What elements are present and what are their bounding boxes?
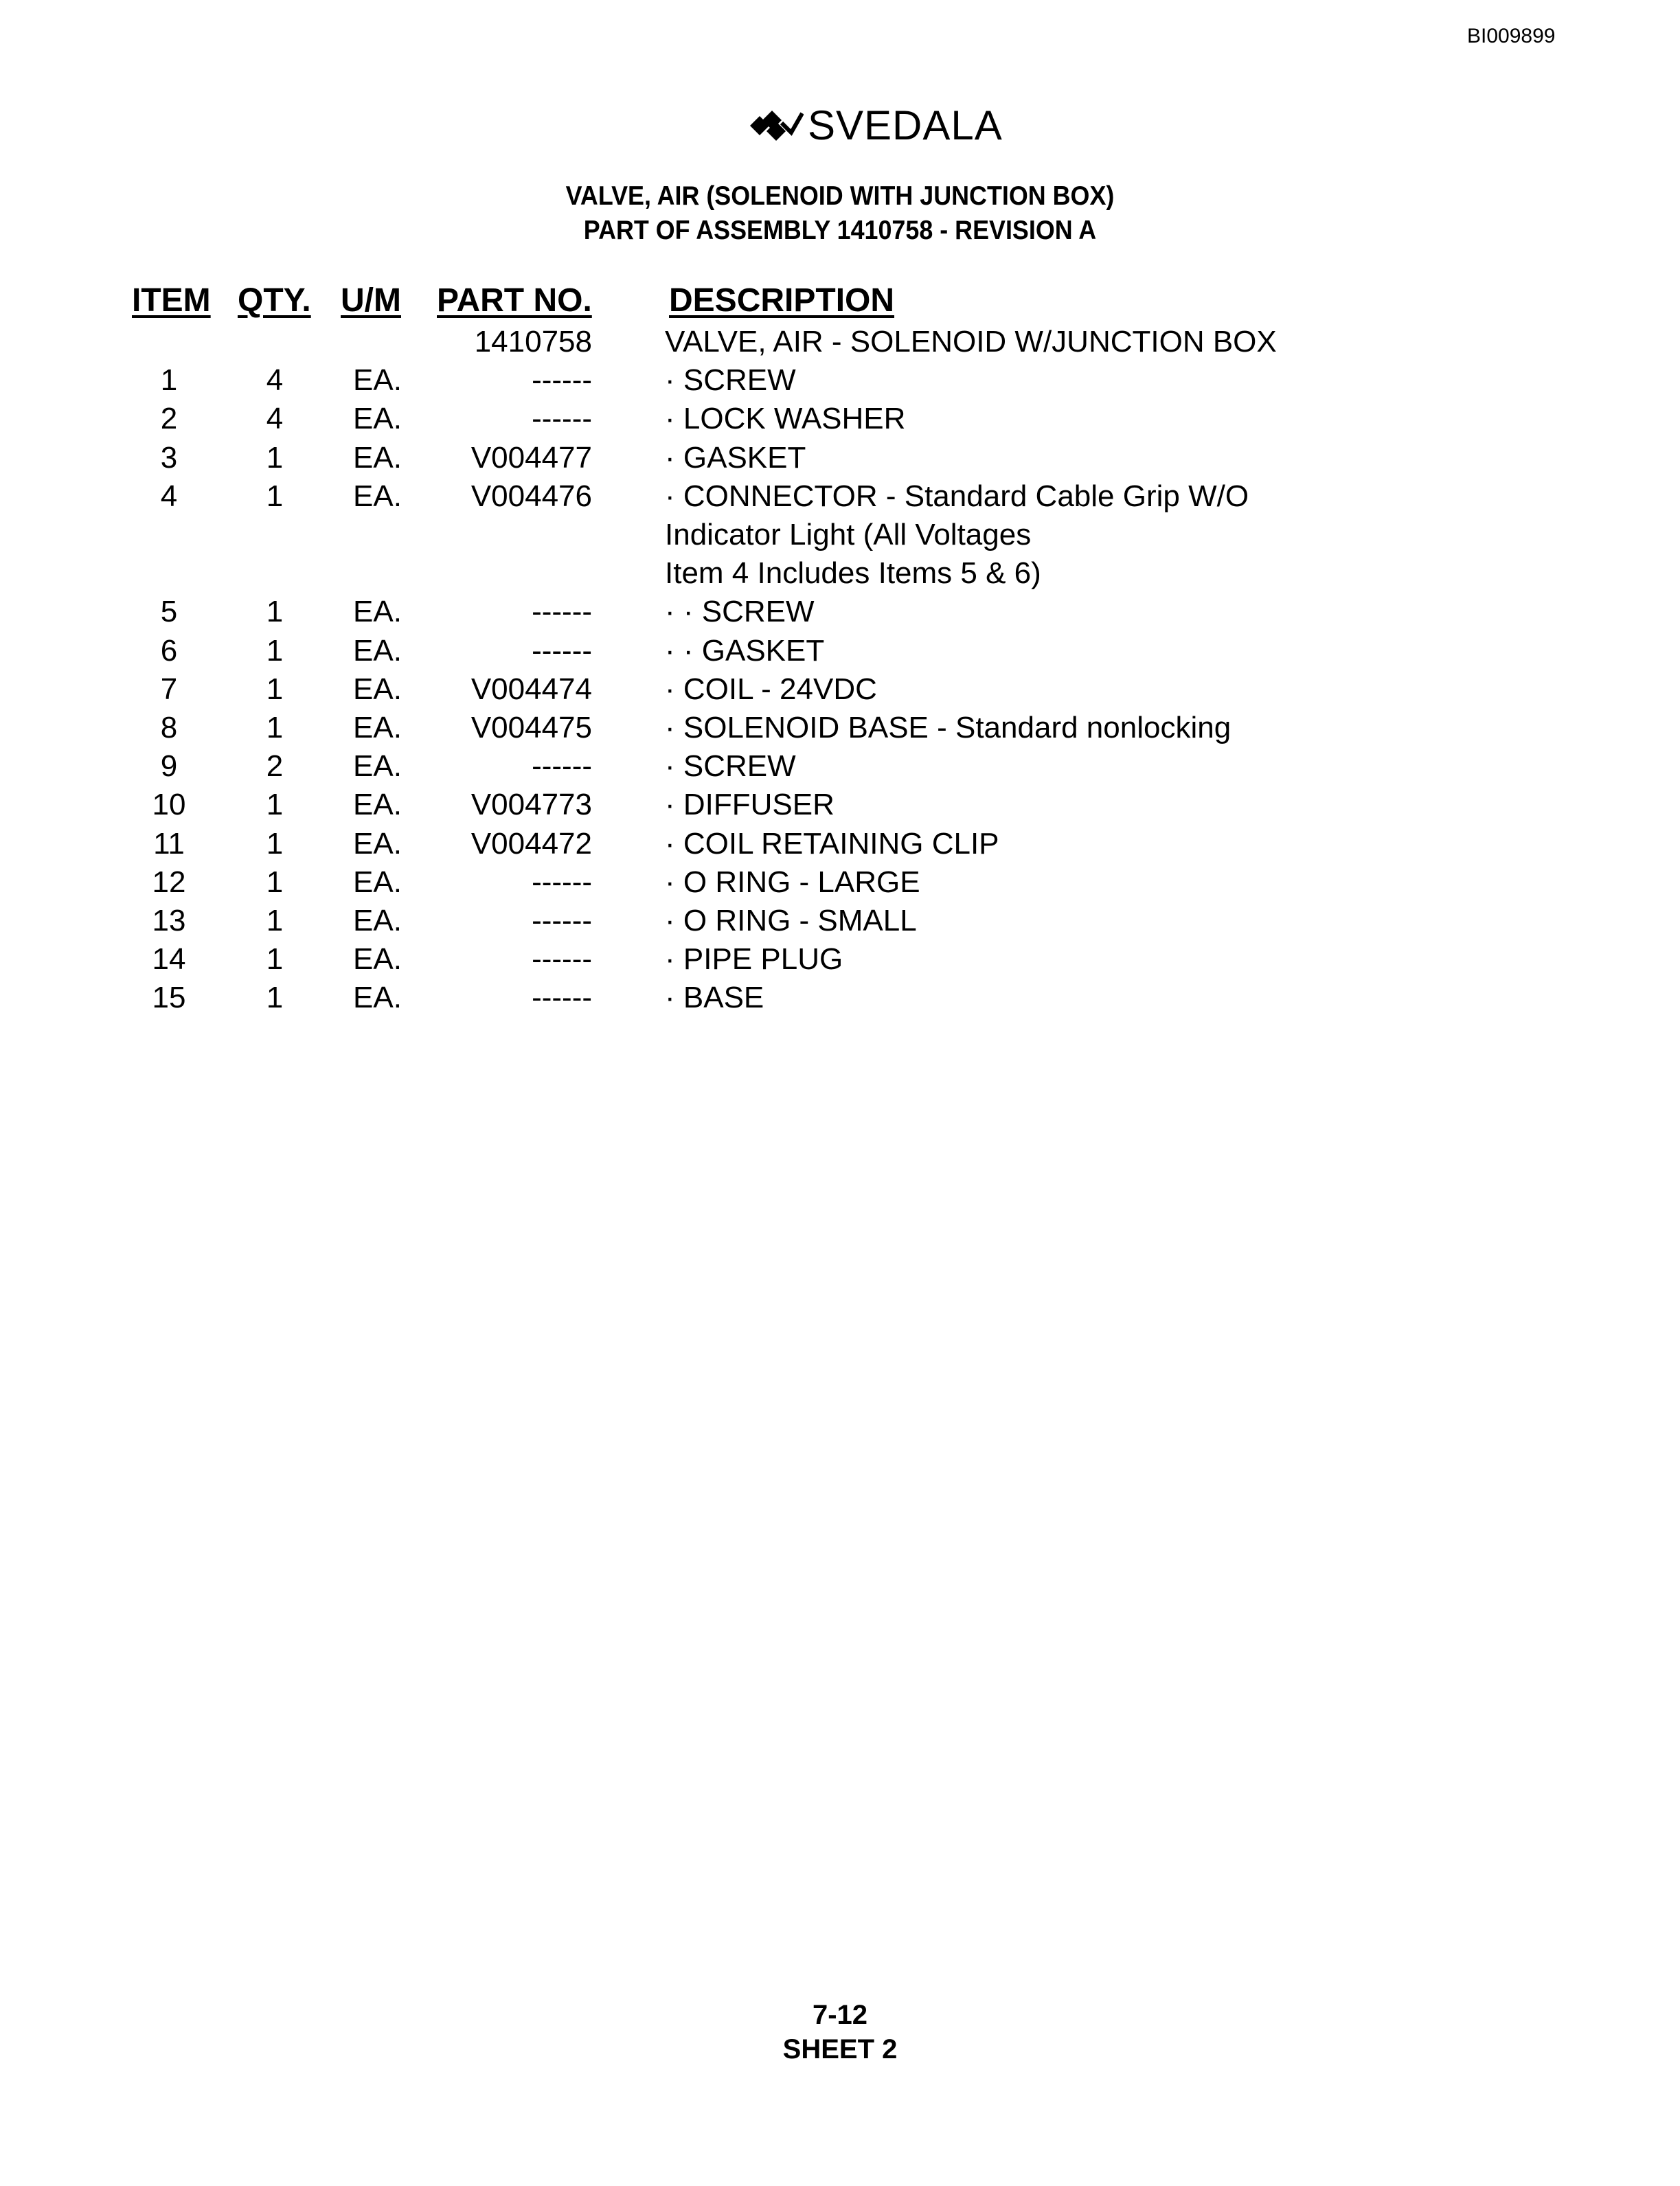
- item-cell: 2: [160, 402, 178, 436]
- page-number: 7-12: [812, 2000, 868, 2030]
- description-cell: · SCREW: [665, 363, 796, 398]
- logo-text: SVEDALA: [808, 102, 1003, 148]
- item-cell: 15: [152, 981, 186, 1015]
- description-cell: · COIL - 24VDC: [665, 672, 877, 706]
- qty-cell: 1: [266, 595, 284, 629]
- qty-cell: 1: [266, 904, 284, 937]
- qty-cell: 1: [266, 981, 284, 1015]
- header-um: U/M: [341, 282, 401, 319]
- um-cell: EA.: [353, 672, 402, 706]
- header-description: DESCRIPTION: [669, 282, 895, 319]
- part-number-cell: ------: [532, 865, 592, 899]
- um-cell: EA.: [353, 904, 402, 937]
- company-logo: [749, 102, 1003, 150]
- um-cell: EA.: [353, 440, 402, 475]
- header-qty: QTY.: [238, 282, 311, 319]
- description-cell: · DIFFUSER: [665, 788, 835, 822]
- part-number-cell: ------: [532, 942, 592, 977]
- description-cell: · · SCREW: [665, 595, 815, 629]
- um-cell: EA.: [353, 633, 402, 668]
- item-cell: 10: [152, 788, 186, 822]
- part-number-cell: ------: [532, 595, 592, 629]
- qty-cell: 1: [266, 865, 284, 899]
- item-cell: 6: [160, 633, 178, 668]
- item-cell: 14: [152, 942, 186, 977]
- part-number-cell: V004477: [470, 440, 592, 475]
- item-cell: 5: [160, 595, 178, 629]
- description-cell: VALVE, AIR - SOLENOID W/JUNCTION BOX: [665, 325, 1277, 358]
- um-cell: EA.: [353, 479, 402, 513]
- um-cell: EA.: [353, 595, 402, 629]
- document-title: VALVE, AIR (SOLENOID WITH JUNCTION BOX): [565, 181, 1115, 211]
- item-cell: 4: [160, 479, 178, 513]
- description-cell: · O RING - SMALL: [665, 904, 917, 937]
- part-number-cell: 1410758: [474, 325, 592, 358]
- item-cell: 11: [153, 826, 185, 861]
- qty-cell: 2: [266, 749, 284, 784]
- description-cell: Item 4 Includes Items 5 & 6): [665, 556, 1041, 591]
- qty-cell: 1: [266, 672, 284, 706]
- header-part-no: PART NO.: [437, 282, 592, 319]
- description-cell: · LOCK WASHER: [665, 402, 906, 436]
- um-cell: EA.: [353, 788, 402, 822]
- svedala-logo-icon: [749, 106, 804, 145]
- part-number-cell: ------: [532, 981, 592, 1015]
- part-number-cell: ------: [532, 904, 592, 937]
- part-number-cell: V004474: [470, 672, 592, 706]
- item-cell: 12: [152, 865, 186, 899]
- description-cell: · CONNECTOR - Standard Cable Grip W/O: [665, 479, 1249, 513]
- item-cell: 3: [160, 440, 178, 475]
- description-cell: · SOLENOID BASE - Standard nonlocking: [665, 711, 1231, 744]
- part-number-cell: V004476: [470, 479, 592, 513]
- description-cell: · GASKET: [665, 440, 806, 475]
- description-cell: · · GASKET: [665, 633, 825, 668]
- description-cell: · PIPE PLUG: [665, 942, 843, 977]
- part-number-cell: V004475: [470, 711, 592, 744]
- qty-cell: 4: [266, 402, 284, 436]
- qty-cell: 1: [266, 711, 284, 744]
- item-cell: 13: [152, 904, 186, 937]
- part-number-cell: ------: [532, 633, 592, 668]
- um-cell: EA.: [353, 711, 402, 744]
- part-number-cell: V004472: [470, 826, 592, 861]
- qty-cell: 1: [266, 826, 284, 861]
- document-id: BI009899: [1467, 25, 1556, 47]
- um-cell: EA.: [353, 981, 402, 1015]
- um-cell: EA.: [353, 942, 402, 977]
- description-cell: · COIL RETAINING CLIP: [665, 826, 999, 861]
- part-number-cell: V004773: [470, 788, 592, 822]
- part-number-cell: ------: [532, 363, 592, 398]
- item-cell: 7: [160, 672, 178, 706]
- um-cell: EA.: [353, 363, 402, 398]
- description-cell: · SCREW: [665, 749, 796, 784]
- um-cell: EA.: [353, 826, 402, 861]
- description-cell: · BASE: [665, 981, 764, 1015]
- item-cell: 8: [160, 711, 178, 744]
- header-item: ITEM: [132, 282, 211, 319]
- um-cell: EA.: [353, 865, 402, 899]
- um-cell: EA.: [353, 402, 402, 436]
- qty-cell: 1: [266, 788, 284, 822]
- item-cell: 9: [160, 749, 178, 784]
- part-number-cell: ------: [532, 749, 592, 784]
- item-cell: 1: [160, 363, 178, 398]
- qty-cell: 4: [266, 363, 284, 398]
- sheet-label: SHEET 2: [782, 2034, 898, 2064]
- qty-cell: 1: [266, 440, 284, 475]
- document-subtitle: PART OF ASSEMBLY 1410758 - REVISION A: [583, 216, 1097, 245]
- qty-cell: 1: [266, 633, 284, 668]
- um-cell: EA.: [353, 749, 402, 784]
- qty-cell: 1: [266, 942, 284, 977]
- description-cell: · O RING - LARGE: [665, 865, 920, 899]
- qty-cell: 1: [266, 479, 284, 513]
- part-number-cell: ------: [532, 402, 592, 436]
- description-cell: Indicator Light (All Voltages: [665, 518, 1032, 551]
